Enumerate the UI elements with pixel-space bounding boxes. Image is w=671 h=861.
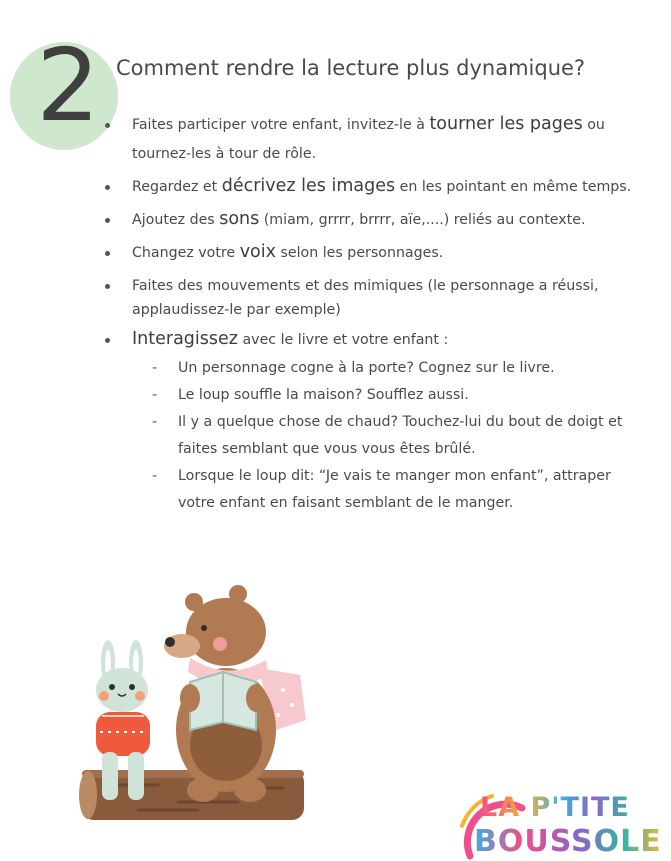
tip-item: [132, 325, 637, 517]
tip-text: avec le livre et votre enfant :: [237, 332, 449, 348]
interaction-examples: [132, 355, 637, 517]
logo-line-2: [474, 824, 662, 859]
tip-highlight: Interagissez: [132, 329, 238, 349]
logo-text-1: LA P'TITE: [480, 792, 630, 823]
example-item: - Il y a quelque chose de chaud? Touchez-lui du bout de doigt et faites semblant que vous vous êtes brûlé.: [131, 409, 637, 463]
bear-bunny-reading-illustration: [78, 580, 310, 830]
tips-list: [132, 110, 637, 520]
tip-highlight: voix: [239, 242, 276, 262]
tip-text: selon les personnages.: [275, 245, 444, 261]
tip-item: [132, 172, 637, 202]
section-number: 2: [36, 27, 100, 144]
tip-text: Faites participer votre enfant, invitez-le à: [132, 117, 430, 133]
example-item: - Un personnage cogne à la porte? Cognez sur le livre.: [131, 355, 637, 382]
tip-highlight: sons: [219, 209, 260, 229]
tip-item: [132, 238, 637, 268]
example-item: - Lorsque le loup dit: “Je vais te manger mon enfant”, attraper votre enfant en faisant semblant de le manger.: [131, 463, 637, 517]
bear-illustration: [164, 585, 276, 802]
example-item: - Le loup souffle la maison? Soufflez aussi.: [131, 382, 637, 409]
tip-item: [132, 110, 637, 169]
logo-line-1: [480, 792, 630, 823]
logo-text-2: BOUSSOLE: [474, 824, 662, 859]
tip-text: Faites des mouvements et des mimiques (le personnage a réussi, applaudissez-le par exemple): [132, 278, 599, 318]
tip-item: [132, 274, 637, 322]
tip-highlight: décrivez les images: [221, 176, 396, 196]
tip-text: en les pointant en même temps.: [395, 179, 632, 195]
tip-text: (miam, grrrr, brrrr, aïe,....) reliés au contexte.: [259, 212, 586, 228]
tip-highlight: tourner les pages: [429, 114, 583, 134]
tip-text: ou tournez-les à tour de rôle.: [132, 117, 605, 162]
page-heading: Comment rendre la lecture plus dynamique?: [116, 56, 586, 80]
tip-item: [132, 205, 637, 235]
tip-text: Ajoutez des: [132, 212, 220, 228]
tip-text: Regardez et: [132, 179, 222, 195]
la-ptite-boussole-logo: [452, 786, 667, 861]
tip-text: Changez votre: [132, 245, 240, 261]
